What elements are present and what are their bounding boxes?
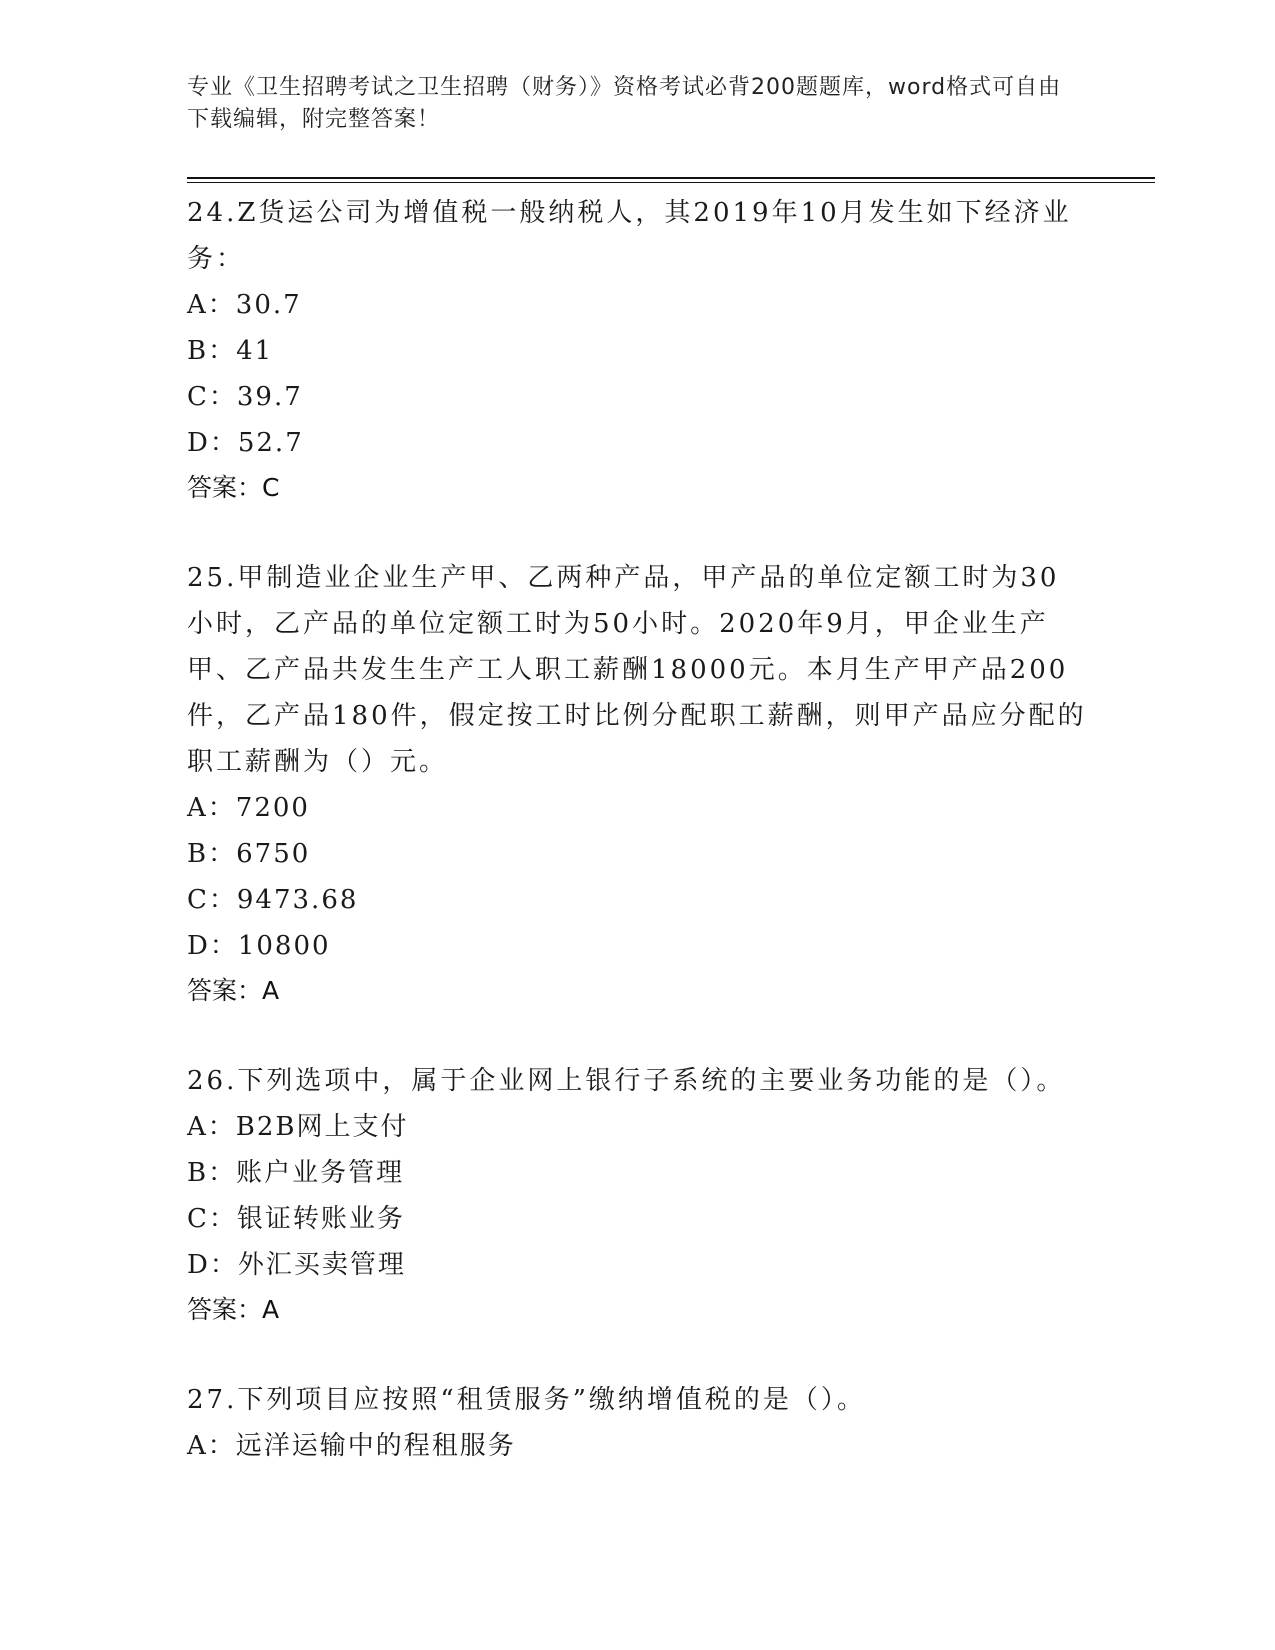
option-c: C：39.7 [187, 382, 303, 412]
answer-label: 答案：A [187, 1295, 280, 1324]
question-27 [187, 1377, 1087, 1469]
question-26 [187, 1058, 1087, 1332]
option-b: B：6750 [187, 839, 311, 869]
option-a: A：7200 [187, 793, 310, 823]
question-25 [187, 555, 1087, 1013]
document-header: 专业《卫生招聘考试之卫生招聘（财务）》资格考试必背200题题库，word格式可自由下载编辑，附完整答案！ [187, 75, 1062, 132]
option-c: C：9473.68 [187, 885, 359, 915]
question-text: 24.Z货运公司为增值税一般纳税人，其2019年10月发生如下经济业务： [187, 198, 1072, 274]
option-c: C：银证转账业务 [187, 1204, 405, 1234]
option-b: B：41 [187, 336, 274, 366]
question-text: 25.甲制造业企业生产甲、乙两种产品，甲产品的单位定额工时为30小时，乙产品的单位定额工时为50小时。2020年9月，甲企业生产甲、乙产品共发生生产工人职工薪酬18000元。本月生产甲产品200件，乙产品180件，假定按工时比例分配职工薪酬，则甲产品应分配的职工薪酬为（）元。 [187, 563, 1087, 777]
header-divider-thick [187, 177, 1155, 179]
option-d: D：外汇买卖管理 [187, 1250, 406, 1280]
answer-label: 答案：A [187, 976, 280, 1005]
question-24 [187, 190, 1087, 510]
option-b: B：账户业务管理 [187, 1158, 405, 1188]
question-text: 26.下列选项中，属于企业网上银行子系统的主要业务功能的是（）。 [187, 1066, 1066, 1096]
header-divider-thin [187, 182, 1155, 183]
option-a: A：远洋运输中的程租服务 [187, 1431, 516, 1461]
question-list [187, 190, 1087, 1514]
option-d: D：10800 [187, 931, 331, 961]
option-d: D：52.7 [187, 428, 304, 458]
question-text: 27.下列项目应按照“租赁服务”缴纳增值税的是（）。 [187, 1385, 866, 1415]
option-a: A：B2B网上支付 [187, 1112, 409, 1142]
option-a: A：30.7 [187, 290, 302, 320]
answer-label: 答案：C [187, 473, 280, 502]
